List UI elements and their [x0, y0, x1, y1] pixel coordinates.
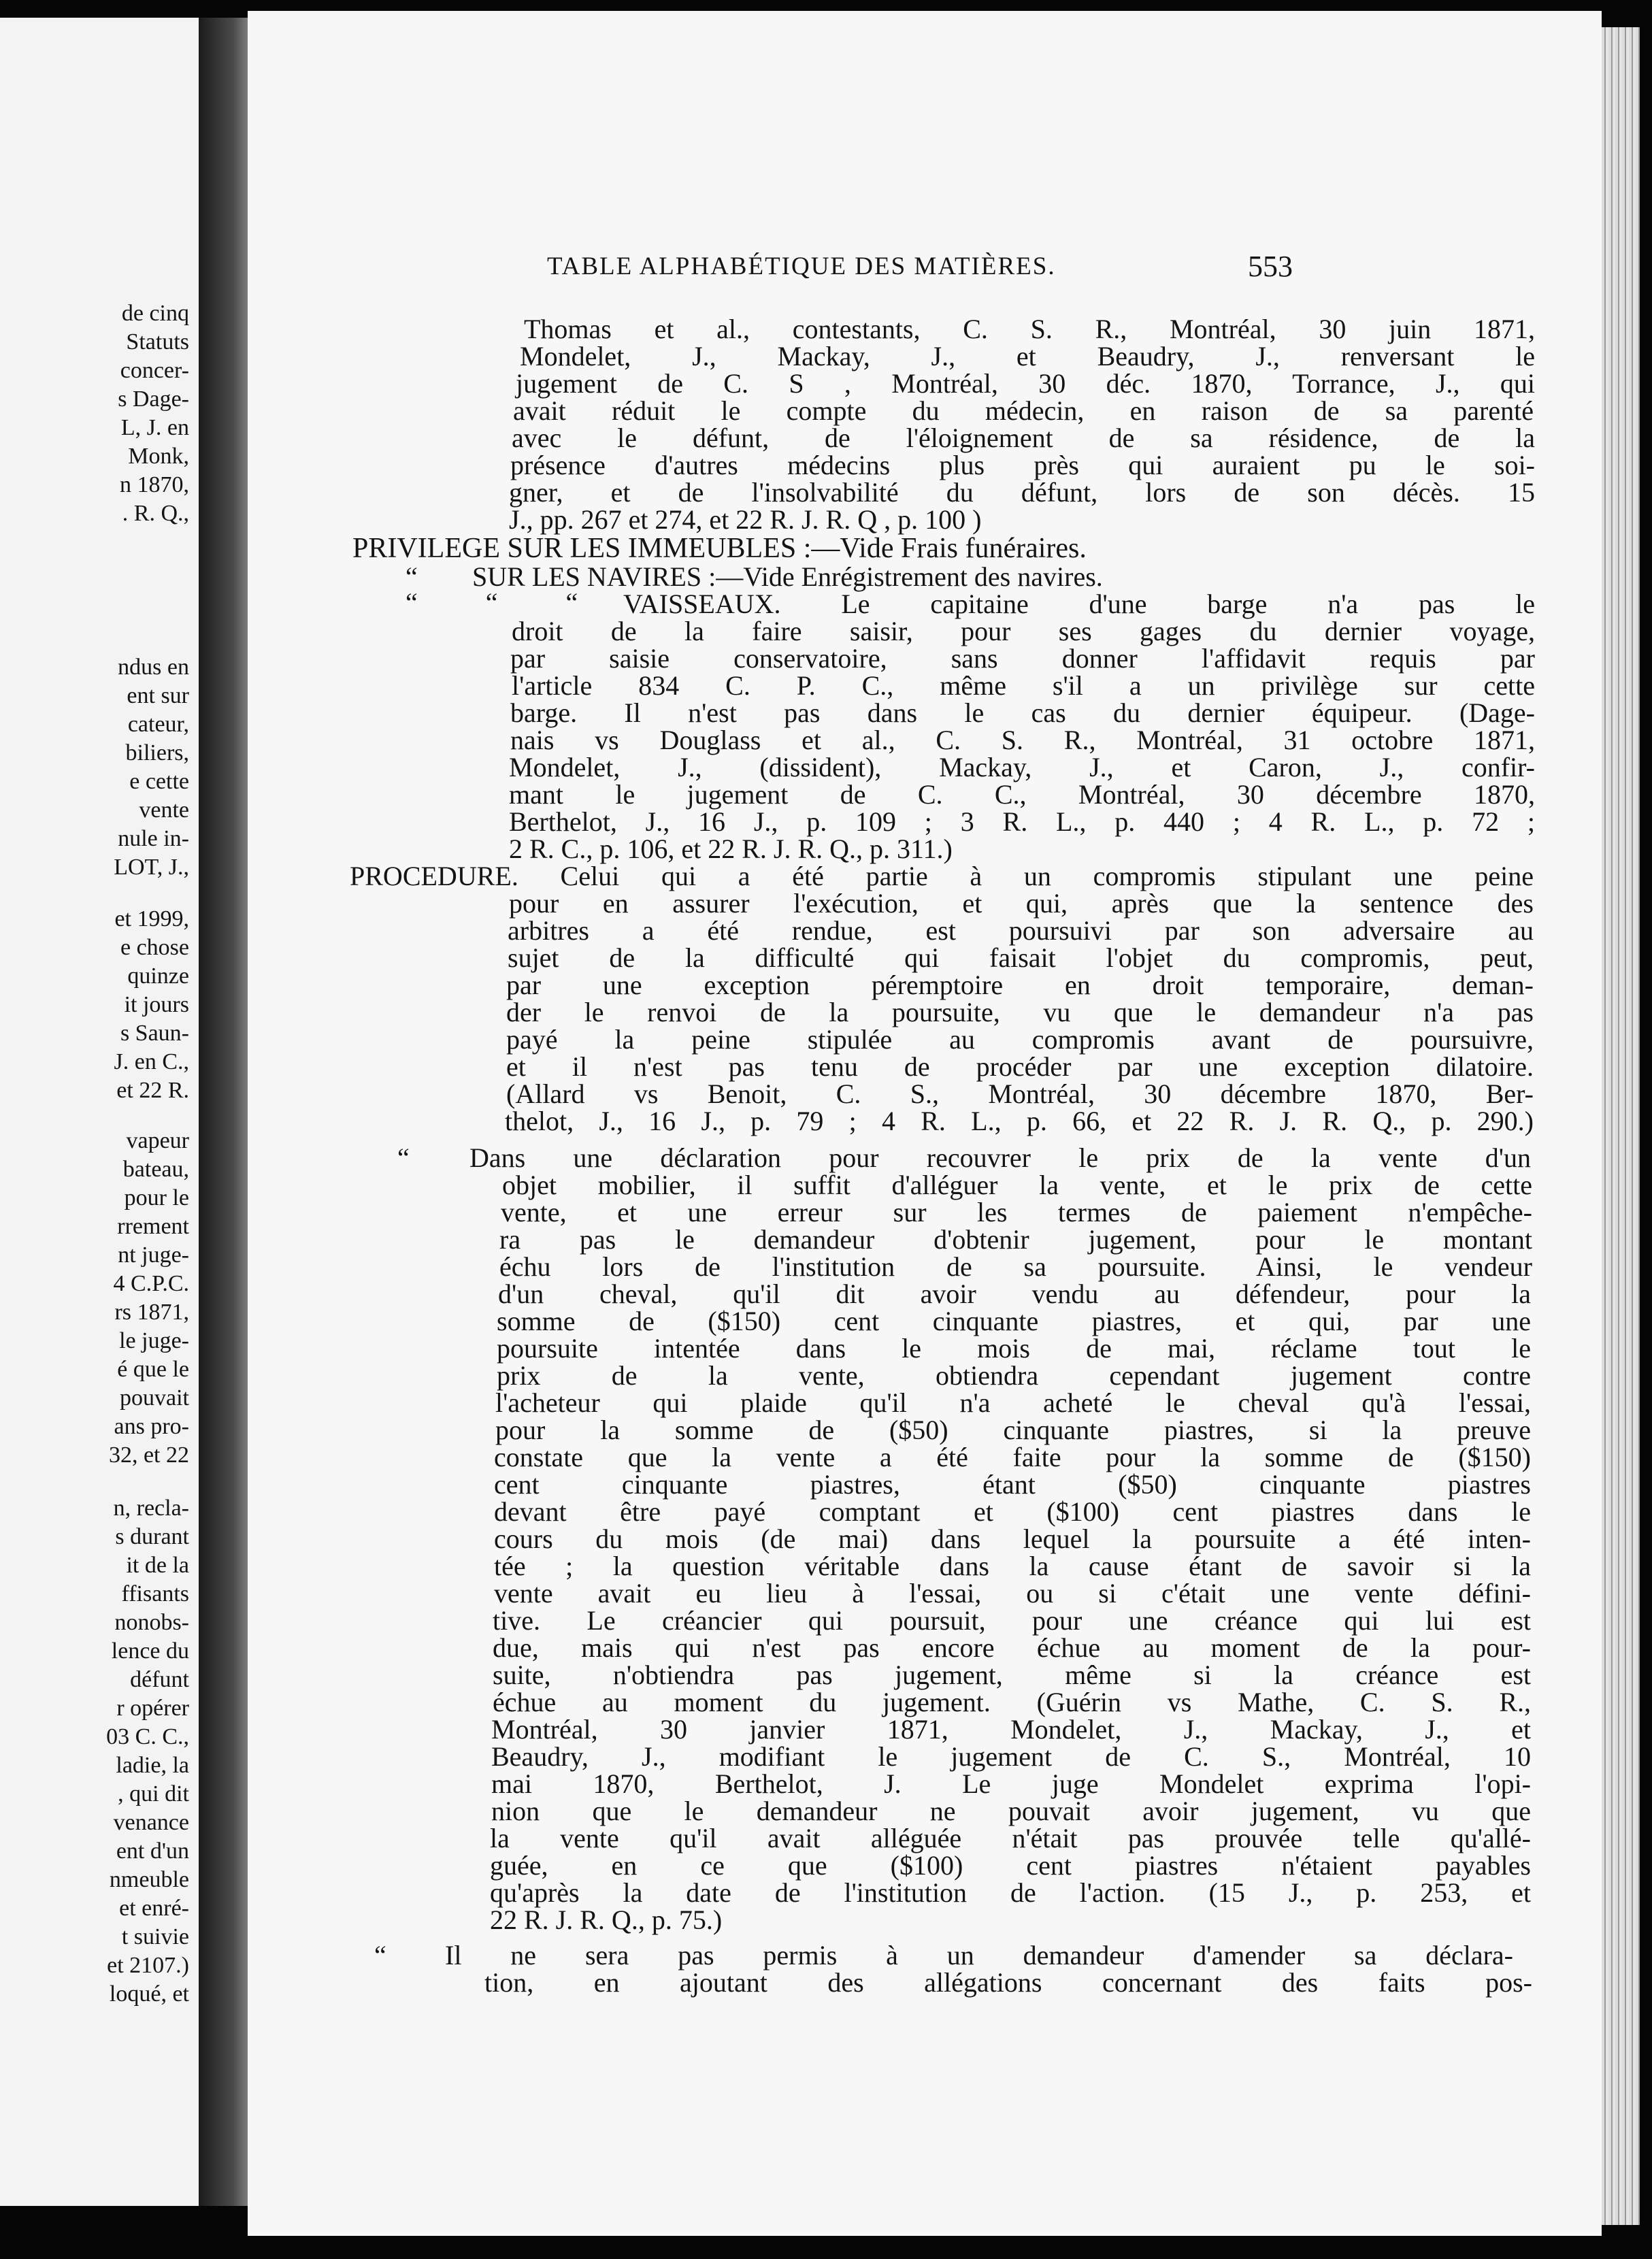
left-page-line: s durant	[115, 1524, 189, 1549]
left-page-line: nmeuble	[109, 1867, 189, 1892]
text-line: par une exception péremptoire en droit temporaire, deman-	[506, 970, 1534, 1000]
left-page-line: concer-	[120, 358, 189, 383]
left-page-line: quinze	[127, 963, 189, 989]
text-line: pour en assurer l'exécution, et qui, après que la sentence des	[509, 888, 1534, 919]
left-page-line: s Saun-	[120, 1021, 189, 1046]
left-page-line: ffisants	[121, 1581, 189, 1606]
ditto-mark: “	[374, 1940, 386, 1971]
text-line: sujet de la difficulté qui faisait l'objet du compromis, peut,	[508, 942, 1534, 973]
text-line: somme de ($150) cent cinquante piastres, et qui, par une	[497, 1306, 1531, 1336]
left-page-line: LOT, J.,	[114, 855, 189, 880]
text-line: der le renvoi de la poursuite, vu que le demandeur n'a pas	[506, 997, 1534, 1027]
running-header	[248, 249, 1602, 290]
left-page-line: rrement	[117, 1214, 189, 1239]
left-page-line: 32, et 22	[108, 1442, 189, 1468]
left-page-line: n, recla-	[113, 1496, 189, 1521]
text-line: arbitres a été rendue, est poursuivi par son adversaire au	[508, 915, 1534, 946]
left-page-line: bateau,	[122, 1157, 189, 1182]
left-page-line: et 1999,	[114, 906, 189, 931]
left-page-line: . R. Q.,	[122, 501, 189, 526]
left-page-line: venance	[113, 1810, 189, 1835]
left-page-line: L, J. en	[120, 415, 189, 440]
page-edges	[1602, 27, 1640, 2225]
left-page-line: é que le	[117, 1357, 189, 1382]
left-page-line: it jours	[124, 992, 189, 1017]
text-line: tée ; la question véritable dans la cause étant de savoir si la	[494, 1551, 1531, 1581]
text-line: due, mais qui n'est pas encore échue au moment de la pour-	[493, 1632, 1531, 1663]
text-line: présence d'autres médecins plus près qui auraient pu le soi-	[510, 450, 1535, 480]
text-line: constate que la vente a été faite pour la somme de ($150)	[494, 1442, 1531, 1472]
left-page-line: le juge-	[119, 1328, 189, 1353]
text-line: nais vs Douglass et al., C. S. R., Montréal, 31 octobre 1871,	[510, 725, 1535, 755]
left-page-line: cateur,	[127, 712, 189, 737]
left-page-line: , qui dit	[118, 1781, 189, 1807]
left-page-line: rs 1871,	[114, 1300, 189, 1325]
left-page-line: t suivie	[121, 1924, 189, 1949]
left-page-line: J. en C.,	[114, 1049, 189, 1074]
text-line: SUR LES NAVIRES :—Vide Enrégistrement des navires.	[472, 561, 1103, 592]
ditto-mark: “	[406, 561, 418, 592]
text-line: mai 1870, Berthelot, J. Le juge Mondelet exprima l'opi-	[491, 1768, 1531, 1799]
text-line: la vente qu'il avait alléguée n'était pas prouvée telle qu'allé-	[490, 1823, 1531, 1853]
header-title: TABLE ALPHABÉTIQUE DES MATIÈRES.	[547, 252, 1056, 280]
text-line: ra pas le demandeur d'obtenir jugement, pour le montant	[499, 1224, 1532, 1255]
text-line: tive. Le créancier qui poursuit, pour une créance qui lui est	[493, 1605, 1531, 1636]
left-page-line: défunt	[130, 1667, 189, 1692]
left-page-line: s Dage-	[118, 386, 189, 412]
text-line: qu'après la date de l'institution de l'action. (15 J., p. 253, et	[490, 1877, 1531, 1908]
left-page-line: et enré-	[119, 1896, 189, 1921]
text-line: Mondelet, J., (dissident), Mackay, J., et Caron, J., confir-	[509, 752, 1535, 782]
page-number: 553	[1248, 250, 1293, 283]
text-line: guée, en ce que ($100) cent piastres n'étaient payables	[490, 1850, 1531, 1881]
text-line: avait réduit le compte du médecin, en raison de sa parenté	[513, 395, 1534, 426]
left-page-line: loqué, et	[109, 1981, 189, 2007]
text-line: par saisie conservatoire, sans donner l'affidavit requis par	[510, 643, 1535, 674]
text-line: barge. Il n'est pas dans le cas du dernier équipeur. (Dage-	[510, 697, 1535, 728]
text-line: d'un cheval, qu'il dit avoir vendu au défendeur, pour la	[498, 1279, 1531, 1309]
text-line: 22 R. J. R. Q., p. 75.)	[490, 1905, 723, 1935]
text-line: vente avait eu lieu à l'essai, ou si c'était une vente défini-	[494, 1578, 1531, 1609]
text-line: devant être payé comptant et ($100) cent piastres dans le	[494, 1496, 1531, 1527]
text-line: (Allard vs Benoit, C. S., Montréal, 30 décembre 1870, Ber-	[506, 1078, 1534, 1109]
left-page-line: 4 C.P.C.	[113, 1271, 189, 1296]
ditto-mark: “	[397, 1142, 410, 1173]
text-line: jugement de C. S , Montréal, 30 déc. 1870, Torrance, J., qui	[516, 368, 1535, 399]
text-line: Mondelet, J., Mackay, J., et Beaudry, J., renversant le	[520, 341, 1535, 372]
left-page-line: biliers,	[125, 740, 189, 765]
text-line: échue au moment du jugement. (Guérin vs Mathe, C. S. R.,	[493, 1687, 1531, 1717]
left-page-line: e cette	[129, 769, 189, 794]
text-line: objet mobilier, il suffit d'alléguer la vente, et le prix de cette	[502, 1170, 1532, 1200]
text-line: Thomas et al., contestants, C. S. R., Montréal, 30 juin 1871,	[524, 314, 1535, 344]
left-page-line: 03 C. C.,	[106, 1724, 189, 1749]
text-line: thelot, J., 16 J., p. 79 ; 4 R. L., p. 66, et 22 R. J. R. Q., p. 290.)	[505, 1106, 1534, 1136]
text-line: payé la peine stipulée au compromis avant de poursuivre,	[506, 1024, 1534, 1055]
text-line: cent cinquante piastres, étant ($50) cinquante piastres	[494, 1469, 1531, 1500]
text-line: pour la somme de ($50) cinquante piastres, si la preuve	[495, 1415, 1531, 1445]
text-line: nion que le demandeur ne pouvait avoir jugement, vu que	[491, 1796, 1531, 1826]
left-page-line: n 1870,	[120, 472, 189, 497]
text-line: Il ne sera pas permis à un demandeur d'amender sa déclara-	[445, 1940, 1513, 1971]
left-page-line: nonobs-	[114, 1610, 189, 1635]
left-page-line: Monk,	[128, 444, 189, 469]
text-line: gner, et de l'insolvabilité du défunt, lors de son décès. 15	[509, 477, 1535, 508]
left-page-line: pour le	[124, 1185, 189, 1210]
text-line: prix de la vente, obtiendra cependant jugement contre	[497, 1360, 1531, 1391]
left-page-fragment	[0, 18, 199, 2206]
left-page-line: nt juge-	[118, 1242, 189, 1268]
text-line: tion, en ajoutant des allégations concernant des faits pos-	[484, 1967, 1532, 1998]
text-line: PROCEDURE. Celui qui a été partie à un compromis stipulant une peine	[350, 861, 1534, 891]
left-page-line: pouvait	[120, 1385, 189, 1411]
left-page-line: r opérer	[116, 1696, 189, 1721]
text-line: VAISSEAUX. Le capitaine d'une barge n'a pas le	[623, 589, 1535, 619]
text-line: suite, n'obtiendra pas jugement, même si la créance est	[493, 1660, 1531, 1690]
left-page-line: et 2107.)	[107, 1953, 189, 1978]
left-page-line: vapeur	[126, 1128, 189, 1153]
text-line: l'acheteur qui plaide qu'il n'a acheté le cheval qu'à l'essai,	[495, 1387, 1531, 1418]
left-page-line: de cinq	[121, 301, 189, 326]
text-line: poursuite intentée dans le mois de mai, réclame tout le	[497, 1333, 1531, 1364]
left-page-line: Statuts	[126, 329, 189, 354]
text-line: droit de la faire saisir, pour ses gages du dernier voyage,	[512, 616, 1535, 646]
text-line: cours du mois (de mai) dans lequel la poursuite a été inten-	[494, 1523, 1531, 1554]
text-line: mant le jugement de C. C., Montréal, 30 décembre 1870,	[509, 779, 1535, 810]
text-line: PRIVILEGE SUR LES IMMEUBLES :—Vide Frais funéraires.	[352, 533, 1087, 564]
left-page-line: vente	[139, 797, 189, 823]
left-page-line: et 22 R.	[116, 1078, 189, 1103]
ditto-mark: “ “ “	[406, 587, 578, 618]
left-page-line: it de la	[126, 1553, 189, 1578]
text-line: Berthelot, J., 16 J., p. 109 ; 3 R. L., p. 440 ; 4 R. L., p. 72 ;	[509, 806, 1535, 837]
left-page-line: nule in-	[118, 826, 189, 851]
left-page-line: ndus en	[118, 655, 189, 680]
left-page-line: lence du	[111, 1638, 189, 1664]
text-line: Beaudry, J., modifiant le jugement de C. S., Montréal, 10	[491, 1741, 1531, 1772]
text-line: avec le défunt, de l'éloignement de sa résidence, de la	[512, 423, 1535, 453]
left-page-line: e chose	[120, 935, 189, 960]
book-gutter	[199, 18, 248, 2206]
text-line: 2 R. C., p. 106, et 22 R. J. R. Q., p. 311.)	[509, 834, 953, 864]
text-line: vente, et une erreur sur les termes de paiement n'empêche-	[501, 1197, 1532, 1227]
text-line: et il n'est pas tenu de procéder par une exception dilatoire.	[506, 1051, 1534, 1082]
text-line: J., pp. 267 et 274, et 22 R. J. R. Q , p. 100 )	[509, 504, 982, 535]
text-line: Dans une déclaration pour recouvrer le prix de la vente d'un	[469, 1142, 1531, 1173]
right-page	[248, 11, 1602, 2236]
text-line: l'article 834 C. P. C., même s'il a un privilège sur cette	[512, 670, 1535, 701]
text-line: Montréal, 30 janvier 1871, Mondelet, J., Mackay, J., et	[491, 1714, 1531, 1745]
left-page-line: ans pro-	[114, 1414, 189, 1439]
left-page-line: ladie, la	[116, 1753, 189, 1778]
left-page-line: ent sur	[127, 683, 189, 708]
left-page-line: ent d'un	[116, 1838, 189, 1864]
text-line: échu lors de l'institution de sa poursuite. Ainsi, le vendeur	[499, 1251, 1532, 1282]
